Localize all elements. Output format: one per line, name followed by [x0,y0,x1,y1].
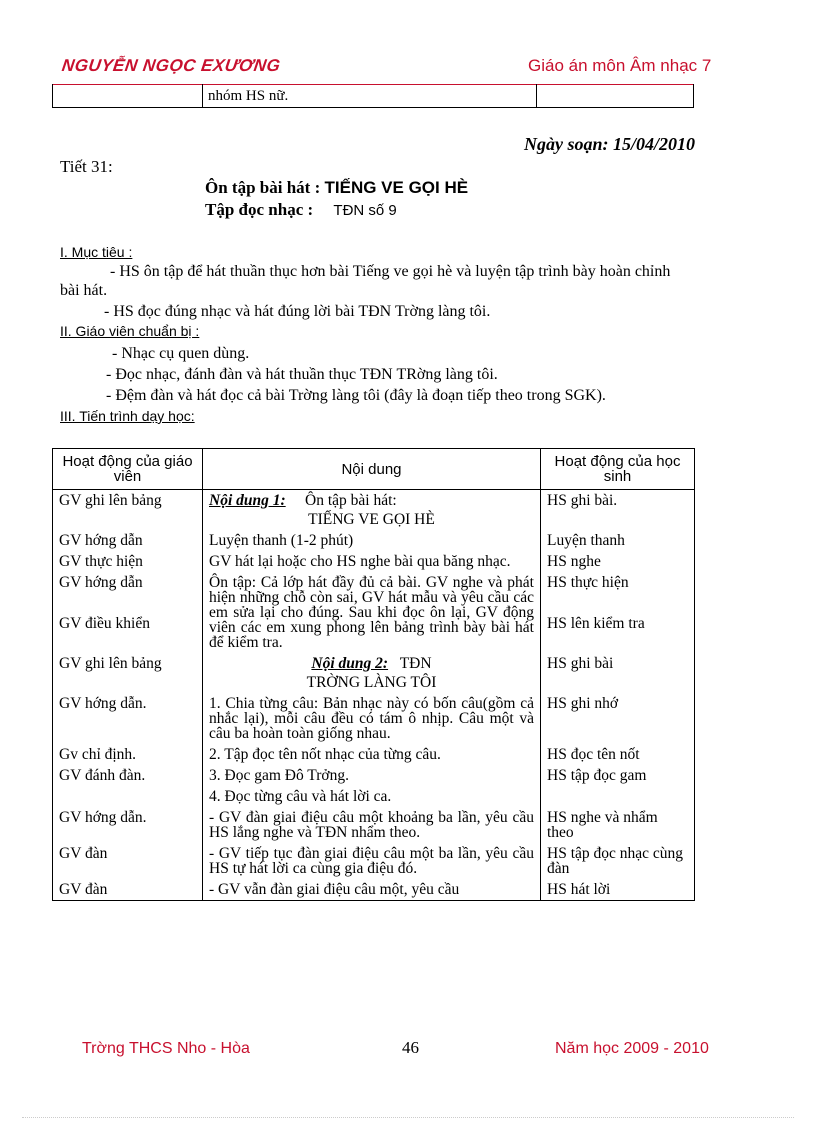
header-student-activity: Hoạt động của học sinh [541,449,695,490]
content-cell: GV hát lại hoặc cho HS nghe bài qua băng nhạc. [203,551,541,572]
song-heading: TIẾNG VE GỌI HÈ [308,511,435,528]
lesson-table [52,448,695,901]
table-row [53,693,695,744]
student-cell: HS tập đọc gam [541,765,695,786]
teacher-cell: Gv chỉ định. [53,744,203,765]
content-cell: - GV đàn giai điệu câu một khoảng ba lần, yêu cầu HS lắng nghe và TĐN nhẩm theo. [203,807,541,843]
student-cell: HS ghi bài. [541,490,695,531]
teacher-cell: GV thực hiện [53,551,203,572]
prep-line-2: - Đọc nhạc, đánh đàn và hát thuần thục TĐN TRờng làng tôi. [106,366,498,383]
teacher-cell: GV ghi lên bảng [53,653,203,693]
song-title-1: TIẾNG VE GỌI HÈ [324,178,469,197]
content-cell [203,490,541,531]
table-row [53,572,695,653]
header-teacher-activity: Hoạt động của giáo viên [53,449,203,490]
table-row [53,551,695,572]
header-content: Nội dung [203,449,541,490]
content-label: Nội dung 2: [311,655,389,672]
teacher-cell: GV hớng dẫn. [53,693,203,744]
section-heading-preparation: II. Giáo viên chuẩn bị : [60,323,200,339]
title-line-1 [205,178,468,198]
teacher-cell: GV ghi lên bảng [53,490,203,531]
teacher-activity: GV hớng dẫn [59,574,143,591]
table-row [53,490,695,531]
teacher-cell [53,572,203,653]
footer-school: Trờng THCS Nho - Hòa [82,1040,250,1057]
table-row [53,843,695,879]
prep-line-1: - Nhạc cụ quen dùng. [112,345,250,362]
table-row [53,765,695,786]
content-cell: 3. Đọc gam Đô Trởng. [203,765,541,786]
preparation-date: Ngày soạn: 15/04/2010 [524,134,695,154]
lesson-number: Tiết 31: [60,157,113,176]
student-activity: HS thực hiện [547,574,629,591]
table-border [693,84,694,108]
table-border [202,84,203,108]
teacher-cell: GV đàn [53,843,203,879]
subject-header: Giáo án môn Âm nhạc 7 [528,56,712,75]
student-cell: HS ghi bài [541,653,695,693]
student-cell [541,572,695,653]
student-activity: HS lên kiểm tra [547,615,645,632]
table-row [53,653,695,693]
content-cell: 1. Chia từng câu: Bản nhạc này có bốn câu(gồm cả nhắc lại), mỗi câu đều có tám ô nhịp. Câu một và câu ba hoàn toàn giống nhau. [203,693,541,744]
teacher-activity: GV điều khiển [59,615,150,632]
section-heading-procedure: III. Tiến trình dạy học: [60,408,195,424]
content-text: TĐN [399,655,432,672]
fragment-text: nhóm HS nữ. [208,88,289,104]
objective-line-2: bài hát. [60,282,108,299]
song-title-2: TĐN số 9 [333,202,397,219]
table-row [53,744,695,765]
student-cell: HS hát lời [541,879,695,901]
content-cell: Luyện thanh (1-2 phút) [203,530,541,551]
content-cell: - GV tiếp tục đàn giai điệu câu một ba lần, yêu cầu HS tự hát lời ca cùng gia điệu đó. [203,843,541,879]
objective-line-3: - HS đọc đúng nhạc và hát đúng lời bài TĐN Trờng làng tôi. [104,303,491,320]
previous-table-fragment [52,84,694,108]
page-number: 46 [402,1038,419,1057]
song-heading: TRỜNG LÀNG TÔI [306,674,437,691]
student-cell: HS đọc tên nốt [541,744,695,765]
prep-line-3: - Đệm đàn và hát đọc cả bài Trờng làng tôi (đây là đoạn tiếp theo trong SGK). [106,387,606,404]
footer-school-year: Năm học 2009 - 2010 [555,1040,709,1057]
teacher-cell: GV hớng dẫn [53,530,203,551]
teacher-cell: GV đàn [53,879,203,901]
title-label-1: Ôn tập bài hát : [205,178,321,197]
teacher-cell [53,786,203,807]
title-label-2: Tập đọc nhạc : [205,200,314,219]
content-cell: 2. Tập đọc tên nốt nhạc của từng câu. [203,744,541,765]
table-border [536,84,537,108]
table-row [53,530,695,551]
student-cell: HS nghe [541,551,695,572]
title-line-2 [205,200,397,220]
teacher-cell: GV đánh đàn. [53,765,203,786]
objective-line-1: - HS ôn tập để hát thuần thục hơn bài Tiếng ve gọi hè và luyện tập trình bày hoàn chỉnh [110,263,671,280]
table-border [52,84,53,108]
section-heading-objectives: I. Mục tiêu : [60,244,133,260]
student-cell: HS tập đọc nhạc cùng đàn [541,843,695,879]
table-row [53,807,695,843]
table-header-row [53,449,695,490]
content-text: Ôn tập bài hát: [305,492,397,509]
teacher-cell: GV hớng dẫn. [53,807,203,843]
content-cell: 4. Đọc từng câu và hát lời ca. [203,786,541,807]
content-cell [203,653,541,693]
content-cell: Ôn tập: Cả lớp hát đầy đủ cả bài. GV nghe và phát hiện những chỗ còn sai, GV hát mẫu và yêu cầu các em sửa lại cho đúng. Sau khi đọc ôn lại, GV động viên các em xung phong lên bảng trình bày bài hát để kiểm tra. [203,572,541,653]
student-cell: Luyện thanh [541,530,695,551]
page-edge-divider [22,1117,794,1118]
student-cell [541,786,695,807]
content-label: Nội dung 1: [209,492,286,509]
author-signature: NGUYỄN NGỌC EXƯƠNG [60,56,282,75]
table-row [53,786,695,807]
table-row [53,879,695,901]
table-border [52,107,694,108]
student-cell: HS ghi nhớ [541,693,695,744]
content-cell: - GV vẫn đàn giai điệu câu một, yêu cầu [203,879,541,901]
student-cell: HS nghe và nhẩm theo [541,807,695,843]
